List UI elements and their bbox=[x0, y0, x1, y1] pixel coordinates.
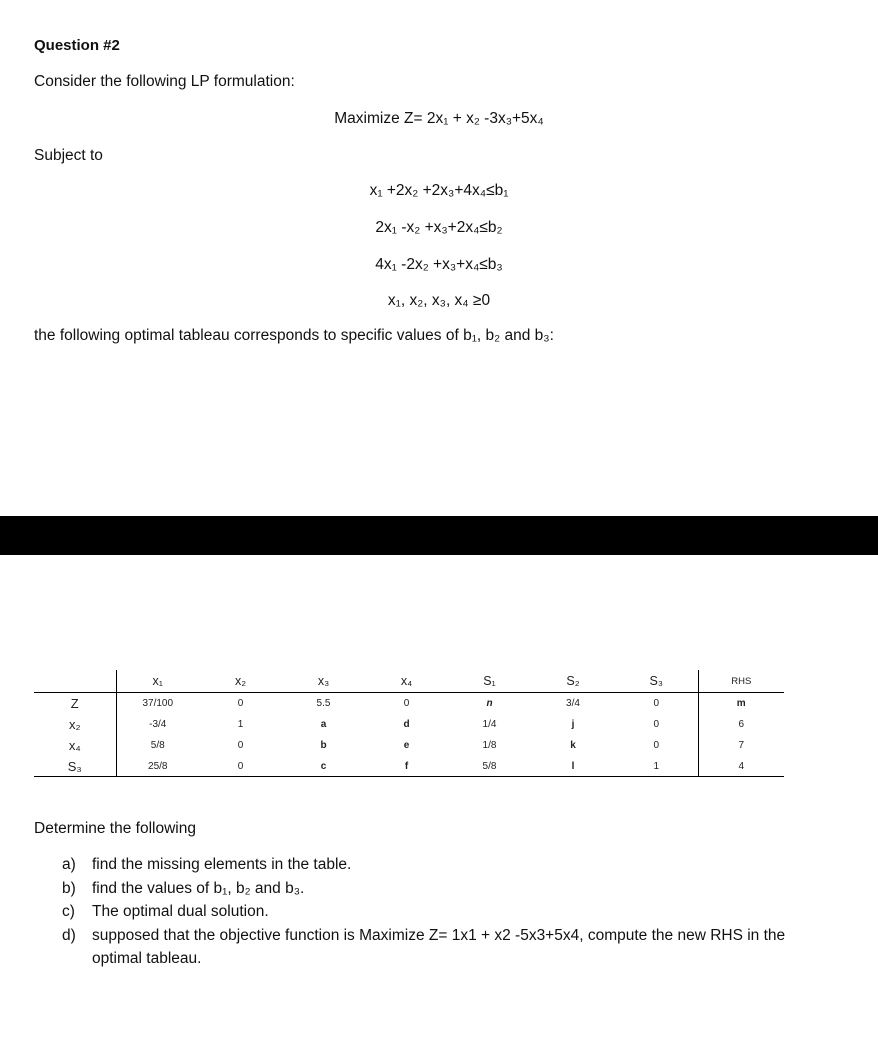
cell-z-x4: 0 bbox=[365, 693, 448, 715]
task-list bbox=[62, 853, 802, 971]
cell-x4-rhs: 7 bbox=[738, 740, 745, 751]
constraint-2: 2x₁ -x₂ +x₃+2x₄≤b₂ bbox=[375, 219, 503, 236]
subject-to-label: Subject to bbox=[34, 147, 103, 164]
header-s2: S₂ bbox=[566, 674, 580, 688]
list-item bbox=[62, 853, 802, 877]
redaction-bar bbox=[0, 516, 878, 555]
tableau-header-row bbox=[34, 670, 784, 693]
nonnegativity-constraint: x₁, x₂, x₃, x₄ ≥0 bbox=[387, 292, 491, 309]
cell-x4-s1: 1/8 bbox=[482, 740, 497, 751]
cell-x4-s2: k bbox=[570, 740, 576, 751]
cell-s3-x3: c bbox=[282, 756, 365, 777]
header-s1: S₁ bbox=[483, 674, 496, 688]
constraint-1: x₁ +2x₂ +2x₃+4x₄≤b₁ bbox=[369, 182, 509, 199]
basis-x4: x₄ bbox=[34, 735, 116, 756]
task-text: The optimal dual solution. bbox=[92, 903, 269, 920]
cell-x4-s3: 0 bbox=[615, 735, 698, 756]
task-text: find the values of b₁, b₂ and b₃. bbox=[92, 879, 305, 897]
optimal-tableau bbox=[34, 670, 784, 777]
cell-s3-s2: l bbox=[531, 756, 615, 777]
task-marker: b) bbox=[62, 879, 76, 897]
cell-z-s2: 3/4 bbox=[531, 693, 615, 715]
basis-s3: S₃ bbox=[34, 756, 116, 777]
cell-x4-x3: b bbox=[320, 740, 327, 751]
list-item bbox=[62, 877, 802, 901]
table-row bbox=[34, 714, 784, 735]
question-title: Question #2 bbox=[34, 37, 120, 54]
header-x4: x₄ bbox=[400, 674, 413, 688]
header-x3: x₃ bbox=[317, 674, 330, 688]
cell-x2-x2: 1 bbox=[237, 719, 244, 730]
header-rhs: RHS bbox=[731, 675, 752, 687]
intro-text: Consider the following LP formulation: bbox=[34, 73, 295, 90]
cell-z-s1: n bbox=[448, 693, 531, 715]
header-x2: x₂ bbox=[234, 674, 247, 688]
basis-z: Z bbox=[34, 693, 116, 715]
determine-heading: Determine the following bbox=[34, 820, 196, 837]
cell-z-x2: 0 bbox=[199, 693, 282, 715]
cell-s3-rhs: 4 bbox=[698, 756, 784, 777]
task-text: supposed that the objective function is Maximize Z= 1x1 + x2 -5x3+5x4, compute the new RHS in the optimal tableau. bbox=[92, 926, 786, 967]
cell-x2-s2: j bbox=[571, 719, 575, 730]
table-row bbox=[34, 735, 784, 756]
cell-x2-x4: d bbox=[403, 719, 410, 730]
task-text: find the missing elements in the table. bbox=[92, 856, 352, 873]
cell-x4-x2: 0 bbox=[237, 740, 244, 751]
objective-function: Maximize Z= 2x₁ + x₂ -3x₃+5x₄ bbox=[334, 110, 544, 127]
task-marker: d) bbox=[62, 926, 76, 944]
basis-x2: x₂ bbox=[34, 714, 116, 735]
cell-z-s3: 0 bbox=[615, 693, 698, 715]
task-marker: a) bbox=[62, 856, 76, 873]
constraint-3: 4x₁ -2x₂ +x₃+x₄≤b₃ bbox=[375, 256, 503, 273]
cell-x2-x3: a bbox=[320, 719, 327, 730]
cell-x2-s1: 1/4 bbox=[482, 719, 497, 730]
cell-z-x1: 37/100 bbox=[116, 693, 199, 715]
cell-x4-x1: 5/8 bbox=[150, 740, 165, 751]
header-corner bbox=[34, 670, 116, 693]
cell-s3-x1: 25/8 bbox=[116, 756, 199, 777]
tableau-intro: the following optimal tableau corresponds to specific values of b₁, b₂ and b₃: bbox=[34, 327, 554, 344]
cell-s3-s3: 1 bbox=[615, 756, 698, 777]
cell-s3-s1: 5/8 bbox=[448, 756, 531, 777]
list-item bbox=[62, 900, 802, 924]
cell-z-x3: 5.5 bbox=[282, 693, 365, 715]
list-item bbox=[62, 924, 802, 971]
cell-s3-x4: f bbox=[365, 756, 448, 777]
header-s3: S₃ bbox=[615, 670, 698, 693]
cell-s3-x2: 0 bbox=[199, 756, 282, 777]
header-x1: x₁ bbox=[152, 674, 163, 688]
cell-x2-s3: 0 bbox=[615, 714, 698, 735]
cell-x2-x1: -3/4 bbox=[149, 719, 167, 730]
cell-x2-rhs: 6 bbox=[738, 719, 745, 730]
cell-z-rhs: m bbox=[698, 693, 784, 715]
table-row bbox=[34, 693, 784, 715]
task-marker: c) bbox=[62, 903, 75, 920]
table-row bbox=[34, 756, 784, 777]
cell-x4-x4: e bbox=[403, 740, 410, 751]
